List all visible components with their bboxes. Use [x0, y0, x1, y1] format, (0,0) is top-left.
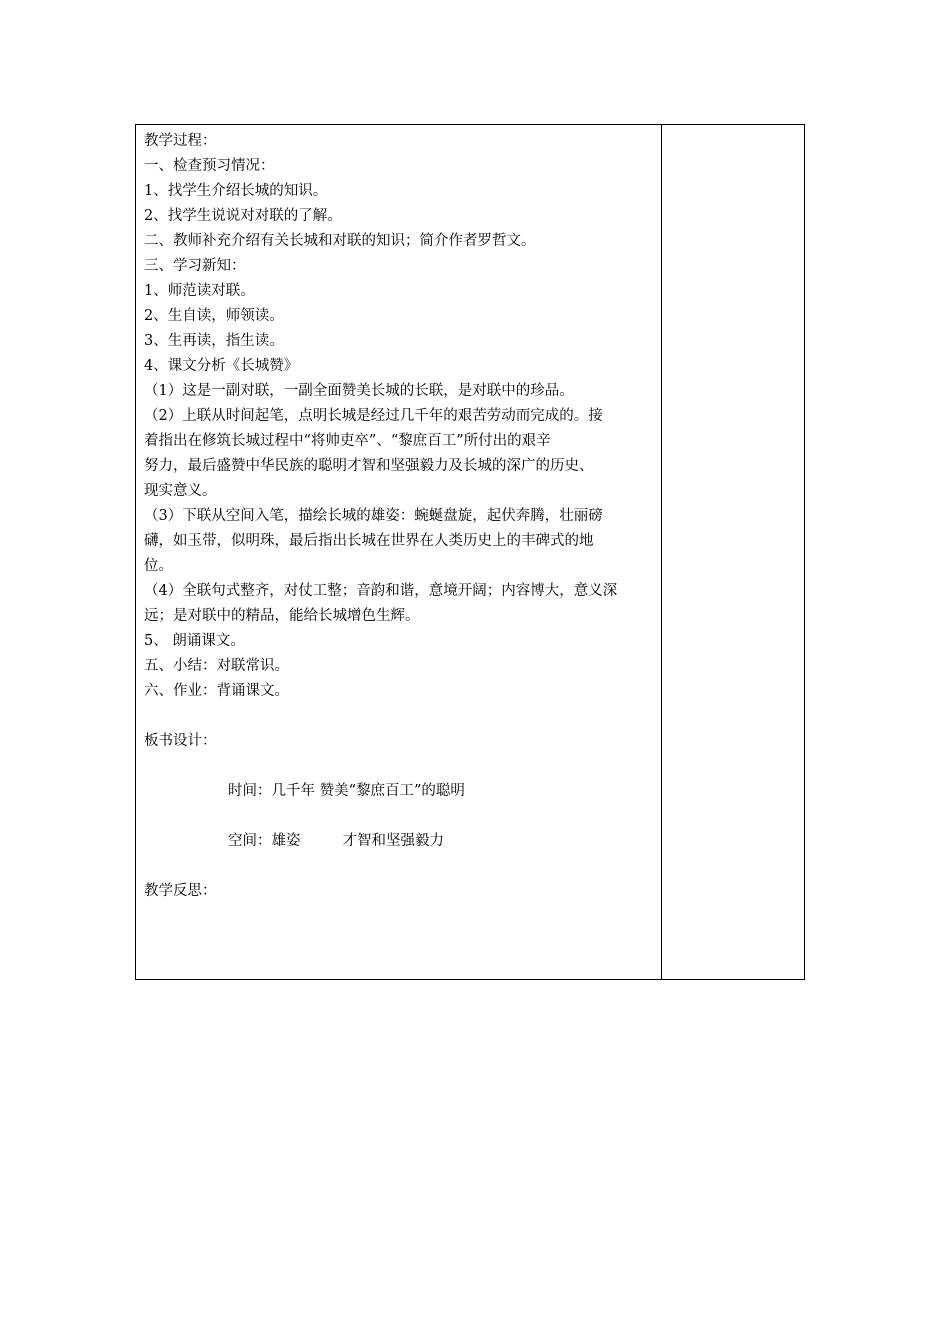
analysis-point-2-line-4: 现实意义。 — [144, 483, 217, 499]
step-six-homework: 六、作业：背诵课文。 — [144, 683, 289, 699]
step-three-item-4: 4、课文分析《长城赞》 — [144, 358, 299, 374]
reflection-heading: 教学反思： — [144, 883, 217, 899]
board-design-heading: 板书设计： — [144, 733, 217, 749]
step-one-heading: 一、检查预习情况： — [144, 158, 275, 174]
analysis-point-2-line-3: 努力，最后盛赞中华民族的聪明才智和坚强毅力及长城的深广的历史、 — [144, 458, 594, 474]
notes-cell — [662, 125, 804, 979]
step-three-item-2: 2、生自读，师领读。 — [144, 308, 284, 324]
step-five-summary: 五、小结：对联常识。 — [144, 658, 289, 674]
board-space-value: 才智和坚强毅力 — [342, 833, 444, 849]
analysis-point-3-line-3: 位。 — [144, 558, 173, 574]
lesson-plan-table — [135, 124, 805, 980]
analysis-point-4-line-2: 远；是对联中的精品，能给长城增色生辉。 — [144, 608, 420, 624]
step-one-item-2: 2、找学生说说对对联的了解。 — [144, 208, 342, 224]
analysis-point-1: （1）这是一副对联，一副全面赞美长城的长联，是对联中的珍品。 — [144, 383, 574, 399]
spacer — [144, 854, 655, 879]
board-space-label: 空间：雄姿 — [228, 833, 301, 849]
step-one-item-1: 1、找学生介绍长城的知识。 — [144, 183, 328, 199]
step-three-heading: 三、学习新知： — [144, 258, 246, 274]
analysis-point-3-line-1: （3）下联从空间入笔，描绘长城的雄姿：蜿蜒盘旋，起伏奔腾，壮丽磅 — [144, 508, 603, 524]
lesson-content-cell — [136, 125, 662, 979]
board-design-time-line: 时间：几千年 赞美“黎庶百工”的聪明 — [228, 783, 465, 799]
step-two-heading: 二、教师补充介绍有关长城和对联的知识；简介作者罗哲文。 — [144, 233, 536, 249]
spacer — [144, 754, 655, 779]
step-three-item-1: 1、师范读对联。 — [144, 283, 255, 299]
step-three-item-3: 3、生再读，指生读。 — [144, 333, 284, 349]
spacer — [144, 804, 655, 829]
spacer — [144, 704, 655, 729]
analysis-point-3-line-2: 礴，如玉带，似明珠，最后指出长城在世界在人类历史上的丰碑式的地 — [144, 533, 594, 549]
section-heading-process: 教学过程： — [144, 133, 217, 149]
analysis-point-2-line-2: 着指出在修筑长城过程中“将帅吏卒”、“黎庶百工”所付出的艰辛 — [144, 433, 551, 449]
analysis-point-2-line-1: （2）上联从时间起笔，点明长城是经过几千年的艰苦劳动而完成的。接 — [144, 408, 603, 424]
board-design-space-line — [144, 829, 655, 854]
analysis-point-4-line-1: （4）全联句式整齐，对仗工整；音韵和谐，意境开阔；内容博大，意义深 — [144, 583, 618, 599]
step-three-item-5: 5、 朗诵课文。 — [144, 633, 245, 649]
